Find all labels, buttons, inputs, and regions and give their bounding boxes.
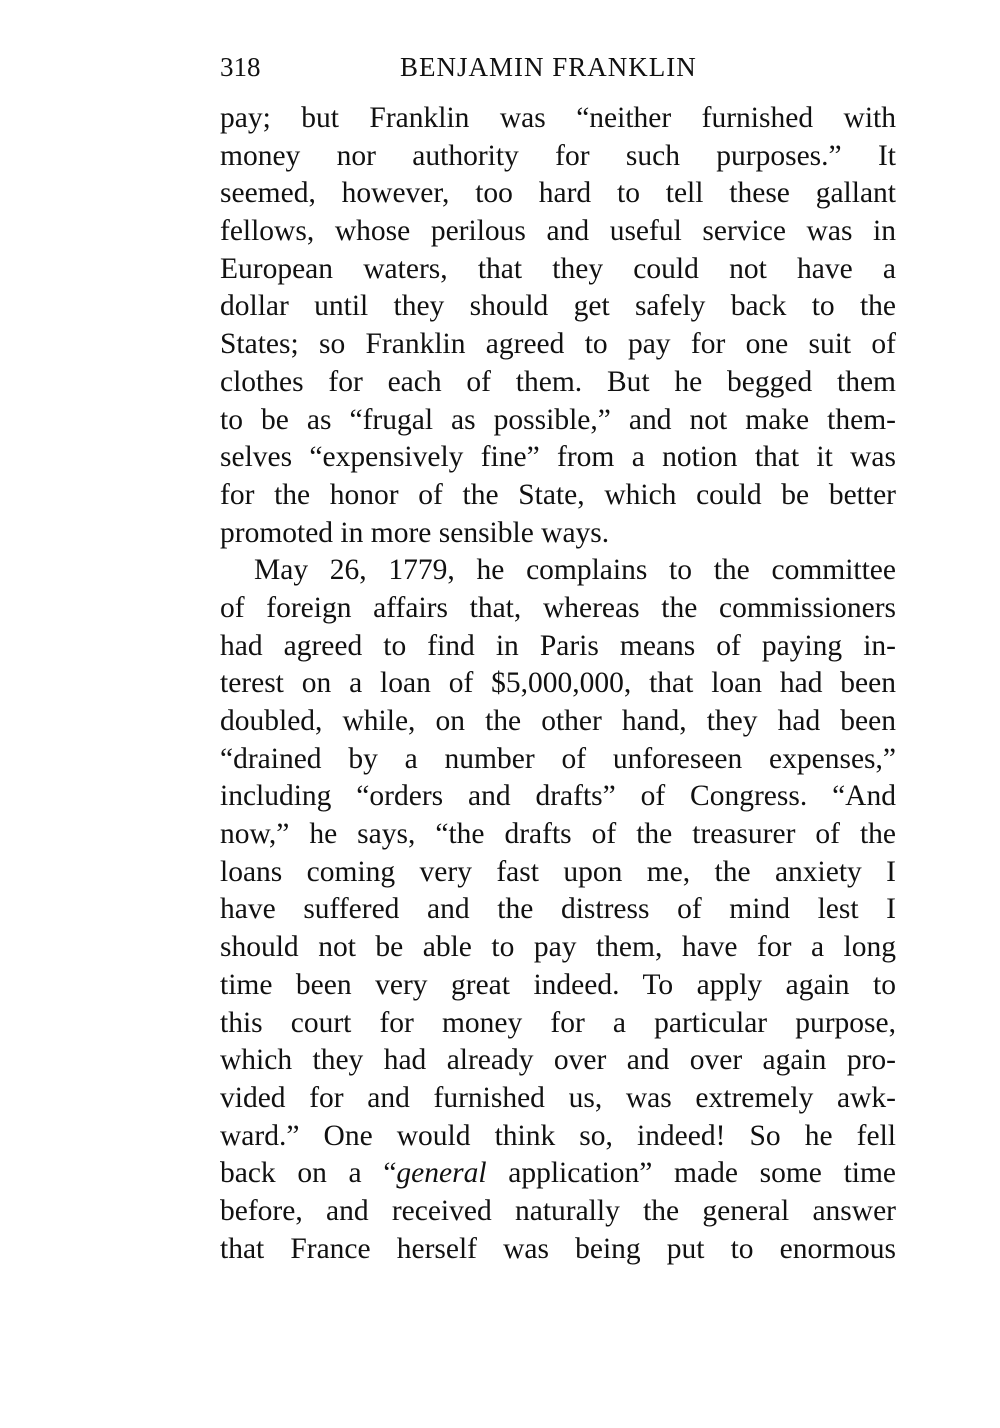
text-line: money nor authority for such purposes.” It (220, 139, 896, 172)
text-line: vided for and furnished us, was extremely awk- (220, 1081, 896, 1114)
text-line: time been very great indeed. To apply again to (220, 968, 896, 1001)
text-line: clothes for each of them. But he begged them (220, 365, 896, 398)
italic-word: general (396, 1157, 487, 1190)
line-segment: back on a “ (220, 1157, 397, 1190)
text-line: had agreed to find in Paris means of paying in- (220, 629, 896, 662)
text-line: including “orders and drafts” of Congress. “And (220, 780, 896, 813)
text-line-with-italic (220, 1155, 896, 1193)
text-line: this court for money for a particular purpose, (220, 1006, 896, 1039)
text-line: “drained by a number of unforeseen expenses,” (220, 742, 896, 775)
text-line: for the honor of the State, which could be better (220, 478, 896, 511)
text-line: have suffered and the distress of mind lest I (220, 893, 896, 926)
text-line: to be as “frugal as possible,” and not make them- (220, 403, 896, 436)
text-line: of foreign affairs that, whereas the commissioners (220, 591, 896, 624)
text-line: loans coming very fast upon me, the anxiety I (220, 855, 896, 888)
line-segment: application” made some time (486, 1157, 897, 1190)
text-line: before, and received naturally the general answer (220, 1194, 896, 1227)
text-line: should not be able to pay them, have for a long (220, 931, 896, 964)
text-line: European waters, that they could not have a (220, 252, 896, 285)
running-title: BENJAMIN FRANKLIN (400, 52, 697, 82)
body-text (220, 100, 896, 1268)
text-line: fellows, whose perilous and useful service was in (220, 215, 896, 248)
text-line: seemed, however, too hard to tell these gallant (220, 177, 896, 210)
page-number: 318 (220, 52, 261, 82)
paragraph-end-line: promoted in more sensible ways. (220, 516, 610, 549)
text-line: ward.” One would think so, indeed! So he fell (220, 1119, 896, 1152)
text-line: now,” he says, “the drafts of the treasurer of the (220, 818, 896, 851)
text-line: States; so Franklin agreed to pay for one suit of (220, 328, 896, 361)
paragraph-start-line: May 26, 1779, he complains to the committee (254, 554, 896, 587)
text-line: terest on a loan of $5,000,000, that loan had been (220, 667, 896, 700)
text-line: pay; but Franklin was “neither furnished with (220, 102, 896, 134)
text-line: doubled, while, on the other hand, they had been (220, 705, 896, 737)
text-line: that France herself was being put to enormous (220, 1232, 896, 1265)
text-line: selves “expensively fine” from a notion that it was (220, 441, 896, 474)
text-line: dollar until they should get safely back to the (220, 290, 896, 323)
running-head (220, 50, 896, 84)
text-line: which they had already over and over again pro- (220, 1044, 896, 1077)
